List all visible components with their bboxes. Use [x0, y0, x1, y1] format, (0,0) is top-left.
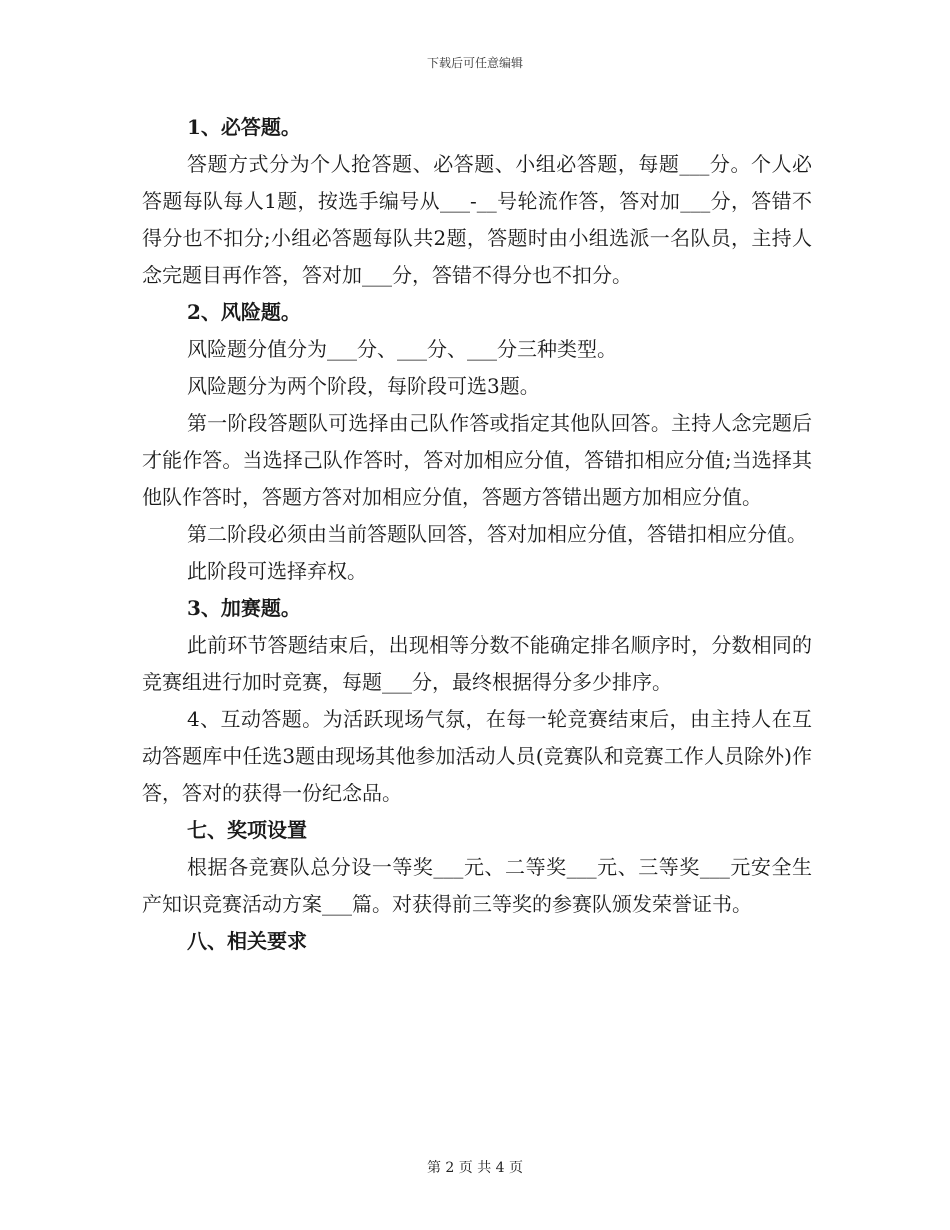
section-heading-tiebreak: 3、加赛题。	[187, 596, 301, 620]
paragraph-awards: 根据各竞赛队总分设一等奖___元、二等奖___元、三等奖___元安全生产知识竞赛活动方案___篇。对获得前三等奖的参赛队颁发荣誉证书。	[142, 855, 812, 916]
section-heading-required: 1、必答题。	[187, 115, 301, 139]
section-heading-risk: 2、风险题。	[187, 300, 301, 324]
paragraph-risk-values: 风险题分值分为___分、___分、___分三种类型。	[187, 337, 617, 361]
paragraph-tiebreak: 此前环节答题结束后，出现相等分数不能确定排名顺序时，分数相同的竞赛组进行加时竞赛，每题___分，最终根据得分多少排序。	[142, 633, 812, 694]
section-heading-awards: 七、奖项设置	[187, 818, 307, 842]
section-heading-requirements: 八、相关要求	[187, 929, 307, 953]
paragraph-answer-mode: 答题方式分为个人抢答题、必答题、小组必答题，每题___分。个人必答题每队每人1题，按选手编号从___-__号轮流作答，答对加___分，答错不得分也不扣分;小组必答题每队共2题，答题时由小组选派一名队员，主持人念完题目再作答，答对加___分，答错不得分也不扣分。	[142, 152, 812, 287]
document-body	[142, 109, 812, 960]
paragraph-stage-two: 第二阶段必须由当前答题队回答，答对加相应分值，答错扣相应分值。	[187, 522, 807, 546]
paragraph-waive: 此阶段可选择弃权。	[187, 559, 367, 583]
paragraph-risk-stages: 风险题分为两个阶段，每阶段可选3题。	[187, 374, 540, 398]
paragraph-stage-one: 第一阶段答题队可选择由己队作答或指定其他队回答。主持人念完题后才能作答。当选择己队作答时，答对加相应分值，答错扣相应分值;当选择其他队作答时，答题方答对加相应分值，答题方答错出题方加相应分值。	[142, 411, 812, 509]
paragraph-interactive: 4、互动答题。为活跃现场气氛，在每一轮竞赛结束后，由主持人在互动答题库中任选3题由现场其他参加活动人员(竞赛队和竞赛工作人员除外)作答，答对的获得一份纪念品。	[142, 707, 812, 805]
page-header-note: 下载后可任意编辑	[426, 56, 523, 70]
page-number: 第 2 页 共 4 页	[426, 1160, 524, 1176]
